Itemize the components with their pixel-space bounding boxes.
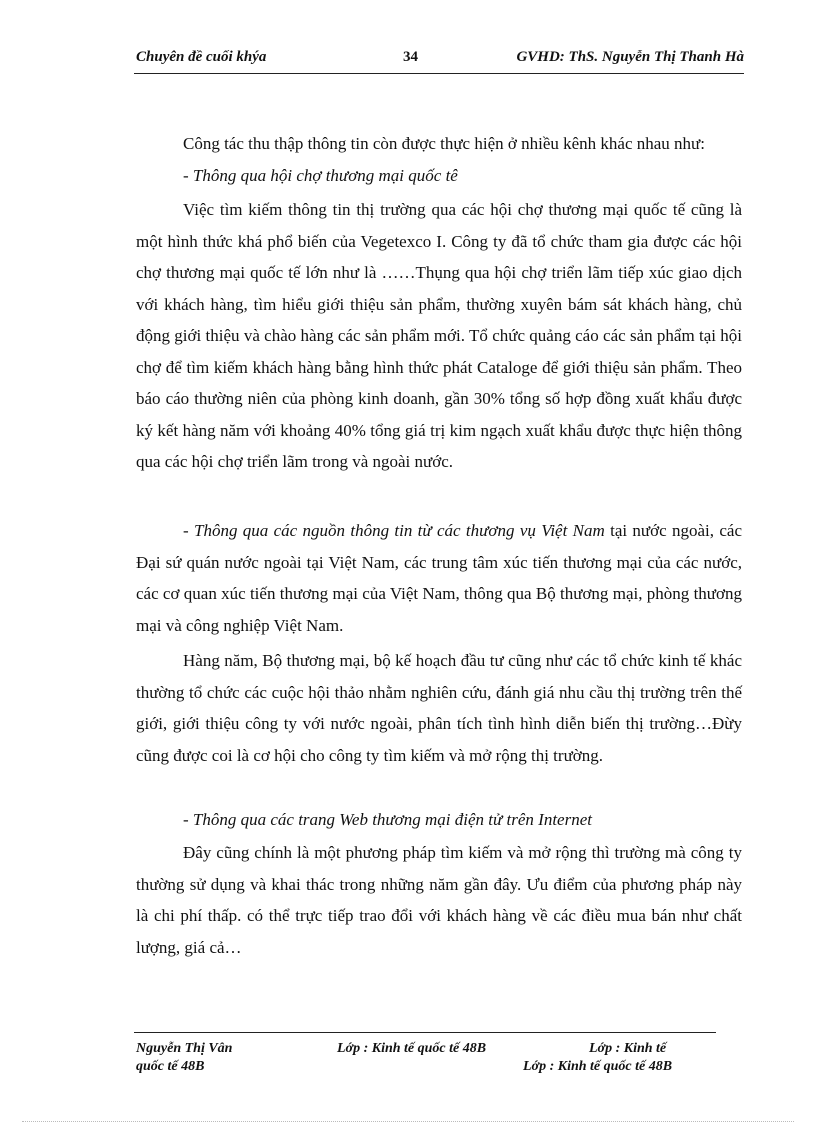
- header-doc-title: Chuyên đề cuối khýa: [136, 49, 267, 65]
- footer-class-3: Lớp : Kinh tế quốc tế 48B: [523, 1059, 673, 1074]
- subheading-trade-fair: - Thông qua hội chợ thương mại quốc tê: [183, 166, 458, 185]
- paragraph-trade-fair: Việc tìm kiếm thông tin thị trường qua các hội chợ thương mại quốc tế cũng là một hình thức khá phổ biến của Vegetexco I. Công ty đã tổ chức tham gia được các hội chợ thương mại quốc tế lớn như là ……Thụng qua hội chợ triển lãm tiếp xúc giao dịch với khách hàng, tìm hiểu giới thiệu sản phẩm, thường xuyên bám sát khách hàng, chủ động giới thiệu và chào hàng các sản phẩm mới. Tổ chức quảng cáo các sản phẩm tại hội chợ để tìm kiếm khách hàng bằng hình thức phát Cataloge để giới thiệu sản phẩm. Theo báo cáo thường niên của phòng kinh doanh, gần 30% tổng số hợp đồng xuất khẩu được ký kết hàng năm với khoảng 40% tổng giá trị kim ngạch xuất khẩu được thực hiện thông qua các hội chợ triển lãm trong và ngoài nước.: [136, 200, 742, 471]
- header-supervisor: GVHD: ThS. Nguyễn Thị Thanh Hà: [516, 49, 744, 65]
- paragraph-intro: Công tác thu thập thông tin còn được thực hiện ở nhiều kênh khác nhau như:: [183, 134, 705, 153]
- paragraph-trade-offices-text: tại nước ngoài, các Đại sứ quán nước ngoài tại Việt Nam, các trung tâm xúc tiến thương mại của các nước, các cơ quan xúc tiến thương mại của Việt Nam, thông qua Bộ thương mại, phòng thương mại và công nghiệp Việt Nam.: [136, 521, 742, 635]
- footer-class-1: Lớp : Kinh tế quốc tế 48B: [337, 1041, 487, 1056]
- paragraph-trade-offices: [136, 515, 742, 641]
- paragraph-ecommerce: Đây cũng chính là một phương pháp tìm kiếm và mở rộng thì trường mà công ty thường sử dụng và khai thác trong những năm gần đây. Ưu điểm của phương pháp này là chi phí thấp. có thể trực tiếp trao đổi với khách hàng về các điều mua bán như chất lượng, giá cả…: [136, 843, 742, 957]
- subheading-trade-offices: - Thông qua các nguồn thông tin từ các thương vụ Việt Nam: [183, 521, 605, 540]
- page-edge-line: [22, 1121, 794, 1122]
- subheading-ecommerce: - Thông qua các trang Web thương mại điện tử trên Internet: [183, 810, 592, 829]
- footer-class-2: Lớp : Kinh tế: [589, 1041, 667, 1056]
- header-rule: [134, 73, 744, 74]
- paragraph-annual-seminars: Hàng năm, Bộ thương mại, bộ kế hoạch đầu tư cũng như các tổ chức kinh tế khác thường tổ chức các cuộc hội thảo nhằm nghiên cứu, đánh giá nhu cầu thị trường trên thế giới, giới thiệu công ty với nước ngoài, phân tích tình hình diễn biến thị trường…Đừy cũng được coi là cơ hội cho công ty tìm kiếm và mở rộng thị trường.: [136, 651, 742, 765]
- footer-author-name-cont: quốc tế 48B: [136, 1059, 205, 1074]
- header-page-number: 34: [403, 49, 418, 65]
- footer-rule: [134, 1032, 716, 1033]
- footer-author-name: Nguyễn Thị Vân: [136, 1041, 233, 1056]
